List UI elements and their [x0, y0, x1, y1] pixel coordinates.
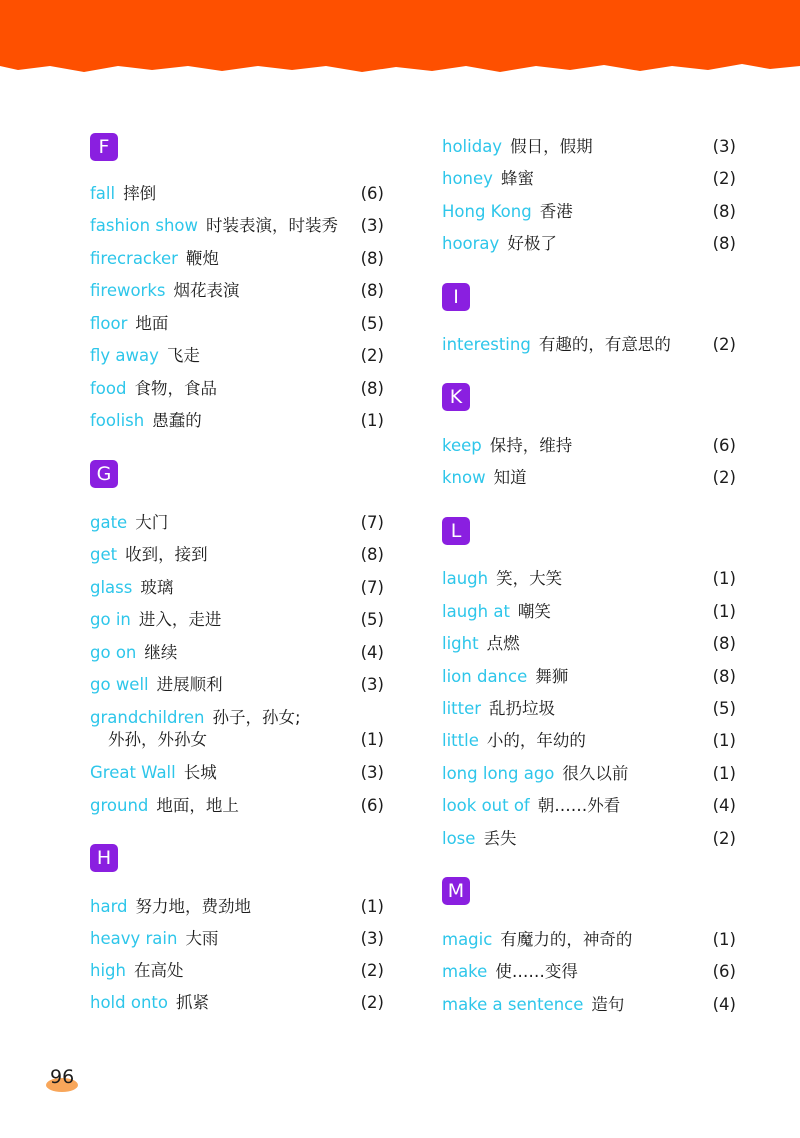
english-word: laugh at [442, 602, 510, 621]
entry-get [90, 542, 384, 568]
english-word: foolish [90, 411, 145, 430]
unit-number: (2) [360, 346, 384, 365]
entry-magic [442, 927, 736, 953]
entry-great-wall [90, 760, 384, 786]
chinese-meaning: 飞走 [166, 346, 200, 365]
chinese-meaning: 朝……外看 [537, 796, 621, 815]
chinese-meaning: 蜂蜜 [500, 169, 534, 188]
english-word: laugh [442, 569, 489, 588]
chinese-meaning: 大门 [135, 513, 169, 532]
english-word: make [442, 962, 488, 981]
chinese-meaning: 抓紧 [175, 993, 209, 1012]
entry-hooray [442, 231, 736, 257]
entry-lose [442, 826, 736, 852]
english-word: long long ago [442, 764, 555, 783]
english-word: Hong Kong [442, 202, 532, 221]
page-number-area [44, 1066, 84, 1094]
top-banner [0, 0, 800, 80]
unit-number: (2) [712, 829, 736, 848]
unit-number: (8) [360, 249, 384, 268]
chinese-meaning: 继续 [144, 643, 178, 662]
unit-number: (6) [360, 184, 384, 203]
english-word: keep [442, 436, 482, 455]
entry-make-a-sentence [442, 992, 736, 1018]
chinese-meaning: 烟花表演 [173, 281, 240, 300]
chinese-meaning: 造句 [591, 995, 625, 1014]
entry-glass [90, 575, 384, 601]
unit-number: (4) [360, 643, 384, 662]
chinese-meaning: 使……变得 [495, 962, 578, 981]
entry-gate [90, 510, 384, 536]
unit-number: (6) [360, 796, 384, 815]
english-word: holiday [442, 137, 503, 156]
chinese-meaning: 进展顺利 [156, 675, 223, 694]
unit-number: (2) [712, 468, 736, 487]
english-word: hooray [442, 234, 500, 253]
letter-badge-k: K [442, 383, 470, 411]
letter-badge-f: F [90, 133, 118, 161]
unit-number: (7) [360, 578, 384, 597]
letter-badge-i: I [442, 283, 470, 311]
entry-long-long-ago [442, 761, 736, 787]
english-word: grandchildren [90, 708, 205, 727]
chinese-meaning: 有魔力的，神奇的 [500, 930, 633, 949]
entry-laugh [442, 566, 736, 592]
unit-number: (1) [712, 930, 736, 949]
chinese-meaning: 摔倒 [123, 184, 157, 203]
english-word: heavy rain [90, 929, 178, 948]
unit-number: (3) [360, 929, 384, 948]
english-word: ground [90, 796, 149, 815]
letter-badge-g: G [90, 460, 118, 488]
chinese-meaning: 地面 [135, 314, 169, 333]
unit-number: (1) [360, 897, 384, 916]
unit-number: (8) [360, 281, 384, 300]
letter-badge-h: H [90, 844, 118, 872]
chinese-meaning: 香港 [539, 202, 573, 221]
english-word: look out of [442, 796, 530, 815]
chinese-meaning: 长城 [183, 763, 217, 782]
entry-interesting [442, 332, 736, 358]
english-word: glass [90, 578, 133, 597]
chinese-meaning: 鞭炮 [185, 249, 219, 268]
chinese-meaning: 舞狮 [535, 667, 569, 686]
unit-number: (8) [360, 545, 384, 564]
unit-number: (5) [360, 610, 384, 629]
chinese-meaning: 孙子，孙女; [212, 708, 301, 727]
english-word: fashion show [90, 216, 198, 235]
english-word: make a sentence [442, 995, 584, 1014]
english-word: go on [90, 643, 137, 662]
chinese-meaning: 在高处 [133, 961, 184, 980]
entry-go-on [90, 640, 384, 666]
chinese-meaning: 玻璃 [140, 578, 174, 597]
english-word: food [90, 379, 127, 398]
unit-number: (5) [712, 699, 736, 718]
unit-number: (2) [360, 993, 384, 1012]
chinese-meaning: 小的，年幼的 [486, 731, 586, 750]
unit-number: (1) [360, 730, 384, 749]
chinese-meaning: 嘲笑 [517, 602, 551, 621]
unit-number: (2) [712, 169, 736, 188]
chinese-meaning: 好极了 [507, 234, 557, 253]
unit-number: (3) [360, 216, 384, 235]
entry-litter [442, 696, 736, 722]
unit-number: (6) [712, 436, 736, 455]
english-word: go in [90, 610, 131, 629]
entry-fall [90, 181, 384, 207]
english-word: firecracker [90, 249, 178, 268]
chinese-meaning: 点燃 [486, 634, 520, 653]
chinese-meaning: 努力地，费劲地 [135, 897, 252, 916]
english-word: know [442, 468, 486, 487]
entry-floor [90, 311, 384, 337]
chinese-meaning: 知道 [493, 468, 527, 487]
english-word: lose [442, 829, 476, 848]
english-word: litter [442, 699, 482, 718]
entry-heavy-rain [90, 926, 384, 952]
chinese-meaning: 时装表演，时装秀 [206, 216, 338, 235]
chinese-meaning-line-2: 外孙，外孙女 [108, 730, 207, 749]
letter-badge-l: L [442, 517, 470, 545]
english-word: hard [90, 897, 128, 916]
english-word: interesting [442, 335, 531, 354]
unit-number: (3) [712, 137, 736, 156]
entry-look-out-of [442, 793, 736, 819]
chinese-meaning: 愚蠢的 [152, 411, 202, 430]
entry-foolish [90, 408, 384, 434]
entry-make [442, 959, 736, 985]
entry-honey [442, 166, 736, 192]
english-word: magic [442, 930, 493, 949]
entry-ground [90, 793, 384, 819]
unit-number: (8) [712, 202, 736, 221]
entry-light [442, 631, 736, 657]
unit-number: (2) [712, 335, 736, 354]
unit-number: (1) [712, 569, 736, 588]
chinese-meaning: 假日，假期 [510, 137, 593, 156]
chinese-meaning: 食物，食品 [134, 379, 217, 398]
english-word: light [442, 634, 479, 653]
chinese-meaning: 进入，走进 [138, 610, 222, 629]
english-word: lion dance [442, 667, 528, 686]
unit-number: (3) [360, 675, 384, 694]
entry-keep [442, 433, 736, 459]
english-word: floor [90, 314, 128, 333]
unit-number: (1) [712, 602, 736, 621]
unit-number: (8) [712, 234, 736, 253]
entry-hold-onto [90, 990, 384, 1016]
entry-fireworks [90, 278, 384, 304]
entry-know [442, 465, 736, 491]
unit-number: (1) [712, 731, 736, 750]
entry-lion-dance [442, 664, 736, 690]
entry-fashion-show [90, 213, 384, 239]
chinese-meaning: 有趣的，有意思的 [538, 335, 671, 354]
unit-number: (8) [360, 379, 384, 398]
unit-number: (4) [712, 796, 736, 815]
unit-number: (5) [360, 314, 384, 333]
unit-number: (8) [712, 634, 736, 653]
letter-badge-m: M [442, 877, 470, 905]
chinese-meaning: 乱扔垃圾 [489, 699, 556, 718]
english-word: get [90, 545, 118, 564]
chinese-meaning: 很久以前 [562, 764, 629, 783]
english-word: little [442, 731, 479, 750]
english-word: hold onto [90, 993, 168, 1012]
chinese-meaning: 保持，维持 [489, 436, 573, 455]
chinese-meaning: 大雨 [185, 929, 219, 948]
chinese-meaning: 丢失 [483, 829, 517, 848]
entry-food [90, 376, 384, 402]
english-word: fall [90, 184, 116, 203]
english-word: gate [90, 513, 128, 532]
english-word: fireworks [90, 281, 166, 300]
entry-holiday [442, 134, 736, 160]
unit-number: (1) [360, 411, 384, 430]
unit-number: (1) [712, 764, 736, 783]
chinese-meaning: 地面，地上 [156, 796, 239, 815]
entry-fly-away [90, 343, 384, 369]
entry-firecracker [90, 246, 384, 272]
unit-number: (3) [360, 763, 384, 782]
english-word: fly away [90, 346, 159, 365]
english-word: honey [442, 169, 493, 188]
entry-high [90, 958, 384, 984]
english-word: go well [90, 675, 149, 694]
entry-laugh-at [442, 599, 736, 625]
entry-little [442, 728, 736, 754]
entry-hong-kong [442, 199, 736, 225]
entry-go-in [90, 607, 384, 633]
entry-hard [90, 894, 384, 920]
entry-go-well [90, 672, 384, 698]
entry-grandchildren [90, 705, 384, 755]
chinese-meaning: 收到，接到 [125, 545, 208, 564]
english-word: Great Wall [90, 763, 176, 782]
unit-number: (8) [712, 667, 736, 686]
unit-number: (2) [360, 961, 384, 980]
unit-number: (6) [712, 962, 736, 981]
english-word: high [90, 961, 126, 980]
unit-number: (4) [712, 995, 736, 1014]
unit-number: (7) [360, 513, 384, 532]
page-number: 96 [50, 1066, 75, 1088]
chinese-meaning: 笑，大笑 [496, 569, 563, 588]
